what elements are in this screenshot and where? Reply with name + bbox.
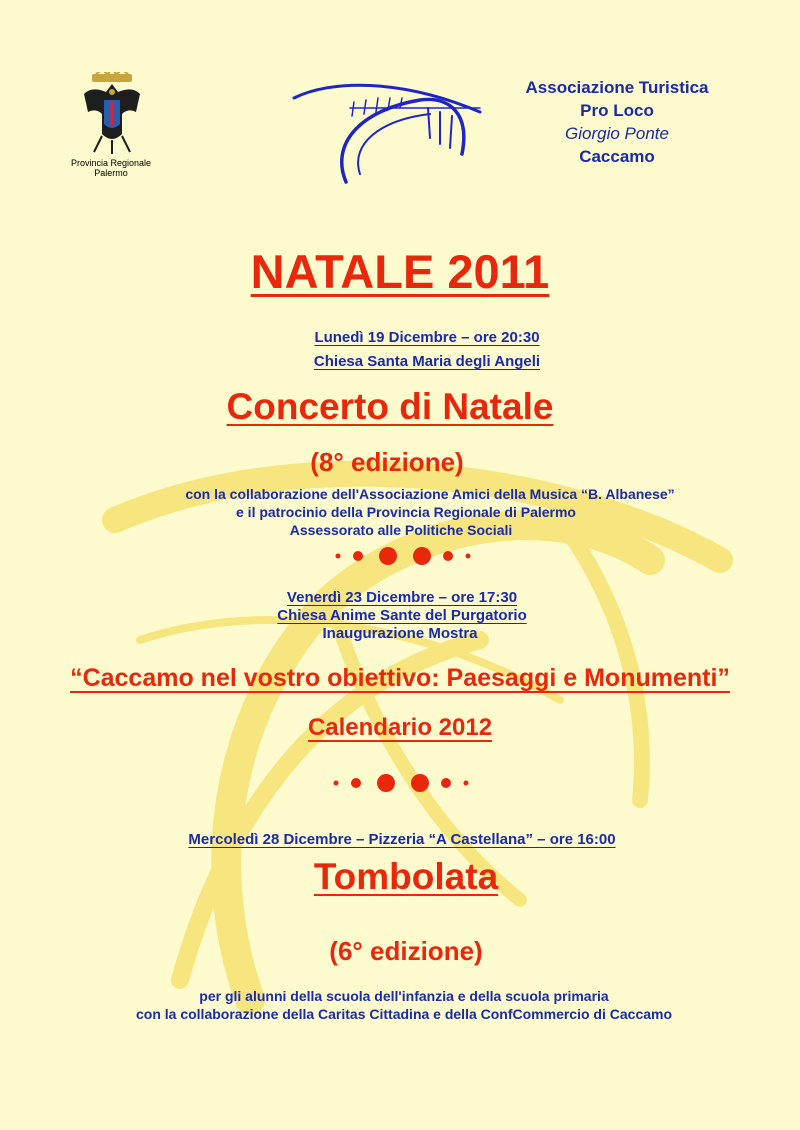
event1-edition: (8° edizione) <box>310 447 464 477</box>
dots-separator-1 <box>0 544 800 568</box>
event3-detail-2: con la collaborazione della Caritas Cittadina e della ConfCommercio di Caccamo <box>135 1006 673 1022</box>
event1-venue: Chiesa Santa Maria degli Angeli <box>313 353 541 370</box>
association-line4: Caccamo <box>579 147 655 166</box>
event3-edition: (6° edizione) <box>329 936 483 966</box>
province-label-text: Provincia Regionale Palermo <box>70 158 152 178</box>
province-label <box>52 158 170 178</box>
association-line2: Pro Loco <box>580 101 654 120</box>
event2-type: Inaugurazione Mostra <box>322 625 478 642</box>
event1-detail-1: con la collaborazione dell'Associazione Amici della Musica “B. Albanese” <box>185 486 675 502</box>
pro-loco-logo <box>290 74 500 194</box>
event3-detail-1: per gli alunni della scuola dell'infanzia e della scuola primaria <box>199 988 609 1004</box>
event2-name: “Caccamo nel vostro obiettivo: Paesaggi e Monumenti” <box>70 664 730 692</box>
province-crest-icon <box>82 72 142 156</box>
association-line1: Associazione Turistica <box>525 78 709 97</box>
event3-name: Tombolata <box>313 856 499 897</box>
event1-detail-3: Assessorato alle Politiche Sociali <box>289 522 513 538</box>
event2-date: Venerdì 23 Dicembre – ore 17:30 <box>286 589 518 606</box>
event1-date: Lunedì 19 Dicembre – ore 20:30 <box>314 329 540 346</box>
association-block <box>492 76 742 168</box>
event1-name: Concerto di Natale <box>226 386 554 427</box>
event1-detail-2: e il patrocinio della Provincia Regionale di Palermo <box>236 504 576 520</box>
dots-separator-2 <box>0 771 800 795</box>
event2-venue: Chiesa Anime Sante del Purgatorio <box>277 607 527 624</box>
association-line3: Giorgio Ponte <box>565 124 669 143</box>
page-title: NATALE 2011 <box>250 245 550 298</box>
event3-date: Mercoledì 28 Dicembre – Pizzeria “A Castellana” – ore 16:00 <box>188 831 616 848</box>
event2-subtitle: Calendario 2012 <box>307 714 493 741</box>
